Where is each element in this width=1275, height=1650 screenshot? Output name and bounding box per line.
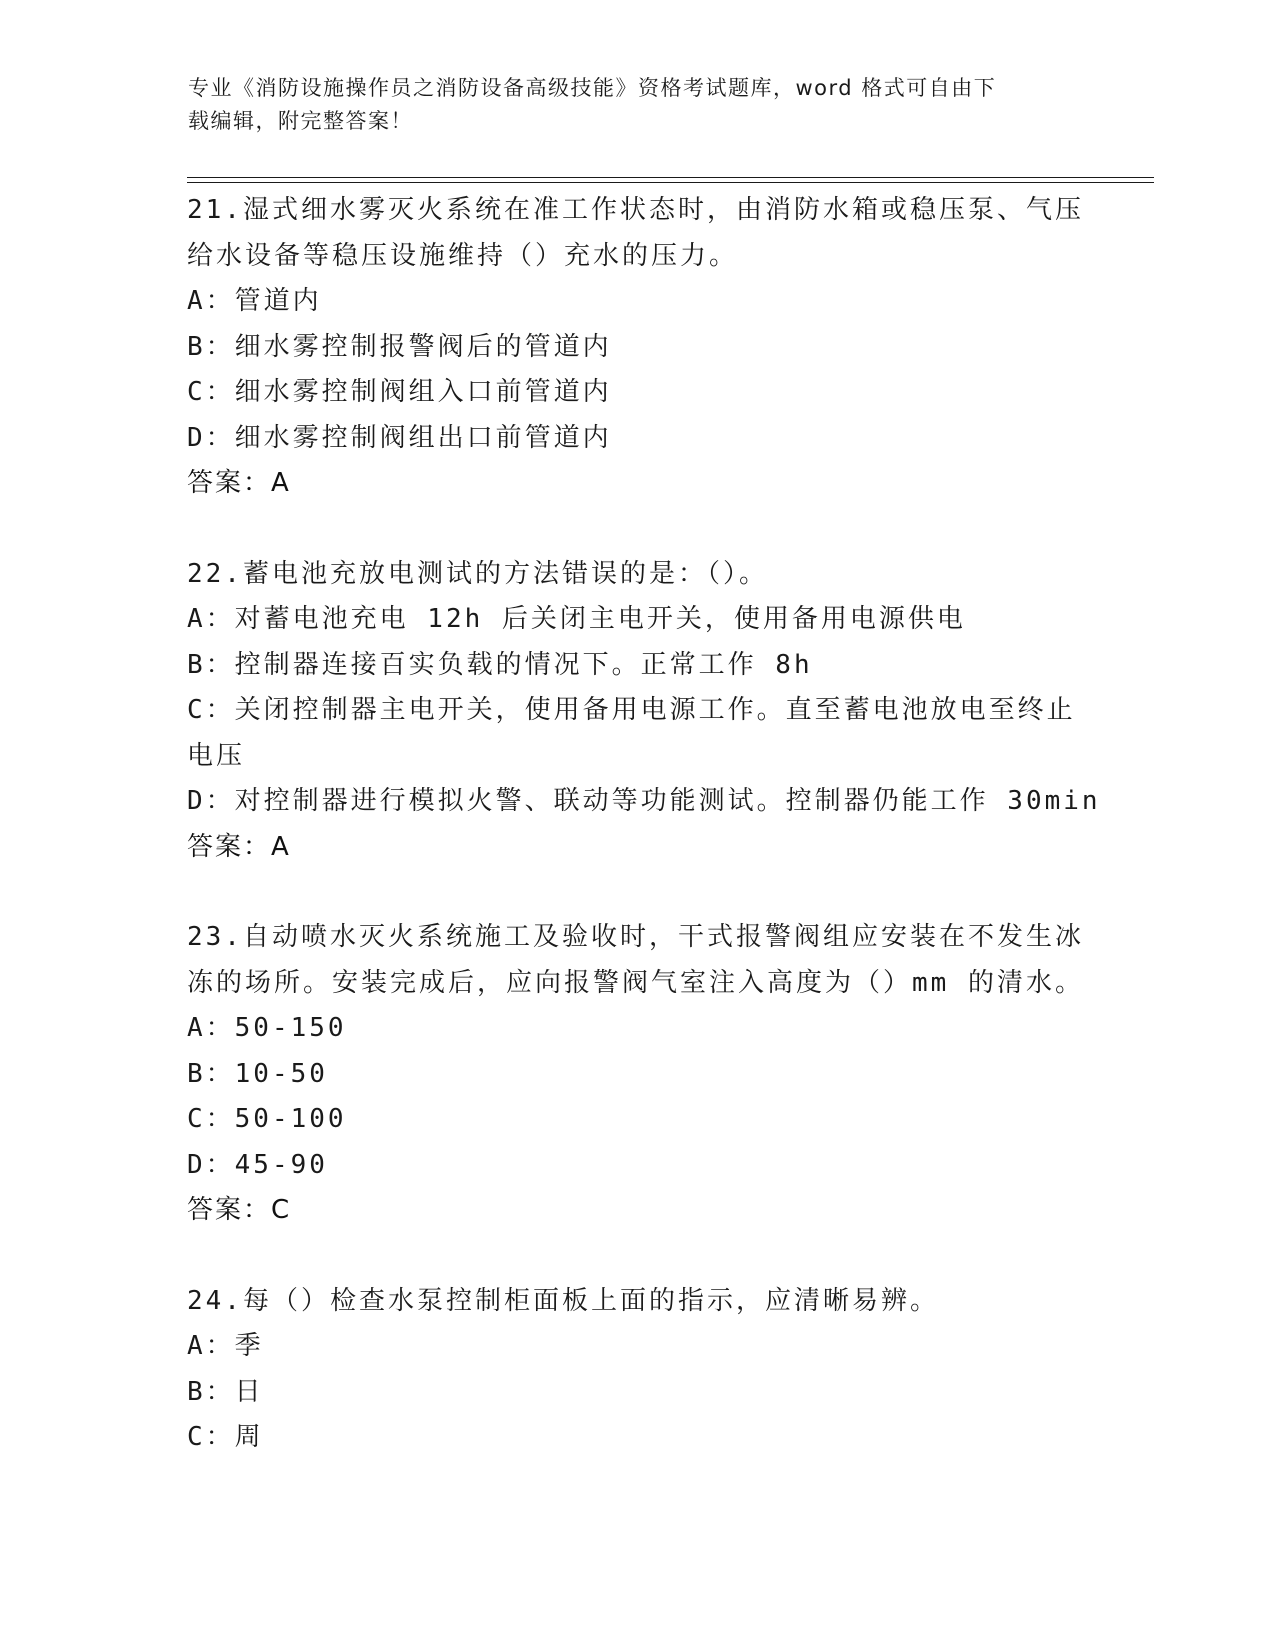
option-line: A：管道内 (187, 286, 322, 316)
question-stem-line: 给水设备等稳压设施维持（）充水的压力。 (187, 240, 739, 271)
option-line: D：45-90 (187, 1149, 328, 1180)
question-list (187, 188, 1101, 1461)
question-item (187, 552, 1101, 871)
document-header (188, 72, 1068, 138)
option-line: C：关闭控制器主电开关，使用备用电源工作。直至蓄电池放电至终止 (187, 695, 1076, 725)
option-line: C：细水雾控制阀组入口前管道内 (187, 377, 612, 407)
header-rule-bottom (187, 182, 1154, 183)
question-item (187, 1279, 1087, 1461)
header-line-1: 专业《消防设施操作员之消防设备高级技能》资格考试题库，word 格式可自由下 (188, 76, 997, 100)
question-item (187, 915, 1087, 1234)
option-line: A：季 (187, 1331, 264, 1361)
option-line: B：控制器连接百实负载的情况下。正常工作 8h (187, 649, 813, 680)
option-line: A：50-150 (187, 1013, 347, 1043)
answer-line: 答案：A (187, 831, 291, 862)
option-line: B：日 (187, 1376, 264, 1407)
option-line: D：对控制器进行模拟火警、联动等功能测试。控制器仍能工作 30min (187, 786, 1101, 816)
answer-line: 答案：A (187, 468, 291, 498)
question-stem-line: 23.自动喷水灭火系统施工及验收时，干式报警阀组应安装在不发生冰 (187, 922, 1084, 952)
option-line: D：细水雾控制阀组出口前管道内 (187, 422, 612, 453)
answer-line: 答案：C (187, 1195, 292, 1225)
option-line: C：50-100 (187, 1104, 347, 1134)
question-stem-line: 22.蓄电池充放电测试的方法错误的是：（）。 (187, 558, 768, 589)
option-line: A：对蓄电池充电 12h 后关闭主电开关，使用备用电源供电 (187, 604, 966, 634)
question-stem-line: 24.每（）检查水泵控制柜面板上面的指示，应清晰易辨。 (187, 1285, 939, 1316)
option-line: C：周 (187, 1422, 264, 1452)
option-line: 电压 (187, 740, 246, 771)
header-line-2: 载编辑，附完整答案！ (188, 109, 413, 133)
question-item (187, 188, 1087, 507)
question-stem-line: 21.湿式细水雾灭火系统在准工作状态时，由消防水箱或稳压泵、气压 (187, 195, 1084, 225)
option-line: B：细水雾控制报警阀后的管道内 (187, 331, 612, 362)
question-stem-line: 冻的场所。安装完成后，应向报警阀气室注入高度为（）mm 的清水。 (187, 967, 1084, 998)
header-rule-top (187, 177, 1154, 178)
option-line: B：10-50 (187, 1058, 328, 1089)
